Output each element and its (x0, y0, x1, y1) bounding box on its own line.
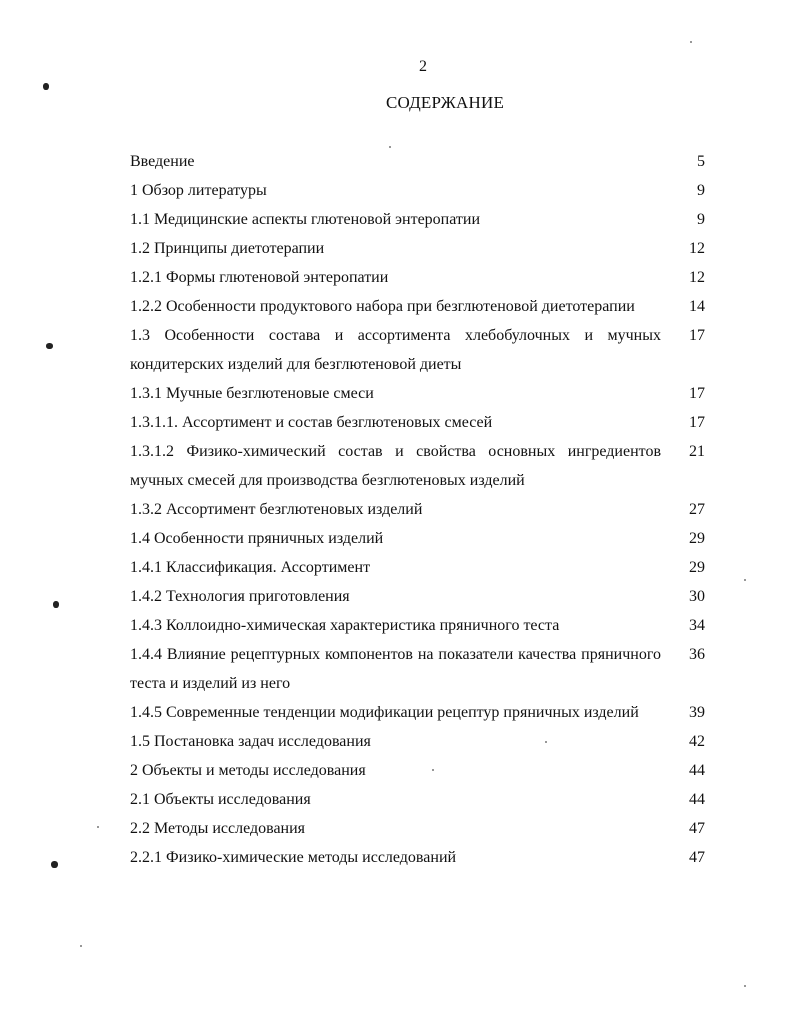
toc-entry (130, 524, 705, 553)
scan-dot (389, 146, 391, 148)
toc-entry-title: 1.5 Постановка задач исследования (130, 733, 371, 750)
toc-entry (130, 263, 705, 292)
toc-entry-title: Введение (130, 153, 195, 170)
scan-speck (43, 83, 49, 90)
page-number: 2 (419, 58, 427, 75)
toc-entry (130, 495, 705, 524)
toc-entry-title: 1.4 Особенности пряничных изделий (130, 530, 384, 547)
toc-entry-title: 2.2.1 Физико-химические методы исследований (130, 849, 457, 866)
toc-entry-title: 1.2.1 Формы глютеновой энтеропатии (130, 269, 389, 286)
toc-entry (130, 582, 705, 611)
toc-entry (130, 437, 705, 495)
toc-entry (130, 756, 705, 785)
toc-entry-title: 2.2 Методы исследования (130, 820, 306, 837)
toc-entry-title: 1.2 Принципы диетотерапии (130, 240, 325, 257)
scan-dot (744, 579, 746, 581)
toc-entry-page: 17 (689, 385, 705, 402)
toc-entry-title: 1.3 Особенности состава и ассортимента хлебобулочных и мучных кондитерских изделий для безглютеновой диеты (130, 327, 661, 373)
toc-entry-title: 1.3.1.1. Ассортимент и состав безглютеновых смесей (130, 414, 493, 431)
toc-entry-title: 1.4.1 Классификация. Ассортимент (130, 559, 371, 576)
toc-entry-page: 47 (689, 820, 705, 837)
toc-entry (130, 147, 705, 176)
toc-entry-page: 9 (697, 211, 705, 228)
scan-dot (97, 826, 99, 828)
toc-entry-title: 1.2.2 Особенности продуктового набора при безглютеновой диетотерапии (130, 298, 635, 315)
toc-entry-page: 5 (697, 153, 705, 170)
toc-entry-page: 9 (697, 182, 705, 199)
toc-entry (130, 292, 705, 321)
page-title: СОДЕРЖАНИЕ (385, 93, 505, 112)
scan-speck (51, 861, 58, 868)
toc-entry-page: 34 (689, 617, 705, 634)
toc-entry-page: 29 (689, 530, 705, 547)
toc-entry-title: 1.1 Медицинские аспекты глютеновой энтеропатии (130, 211, 481, 228)
toc-entry-title: 1 Обзор литературы (130, 182, 267, 199)
toc-entry-title: 1.4.3 Коллоидно-химическая характеристика пряничного теста (130, 617, 560, 634)
toc-entry-page: 36 (689, 646, 705, 663)
toc-entry-page: 42 (689, 733, 705, 750)
toc-entry-page: 44 (689, 762, 705, 779)
toc-entry (130, 321, 705, 379)
toc-entry (130, 814, 705, 843)
toc-entry (130, 408, 705, 437)
toc-entry-page: 47 (689, 849, 705, 866)
toc-entry-page: 12 (689, 269, 705, 286)
toc-entry (130, 234, 705, 263)
toc-entry (130, 553, 705, 582)
toc-entry (130, 611, 705, 640)
toc-entry-page: 17 (689, 327, 705, 344)
table-of-contents (130, 147, 705, 872)
scan-speck (53, 601, 59, 608)
scan-dot (690, 41, 692, 43)
toc-entry-page: 12 (689, 240, 705, 257)
toc-entry (130, 176, 705, 205)
toc-entry (130, 698, 705, 727)
toc-entry-title: 1.4.5 Современные тенденции модификации рецептур пряничных изделий (130, 704, 639, 721)
toc-entry-title: 1.4.4 Влияние рецептурных компонентов на показатели качества пряничного теста и изделий из него (130, 646, 661, 692)
scan-dot (80, 945, 82, 947)
toc-entry-title: 2.1 Объекты исследования (130, 791, 311, 808)
toc-entry-title: 1.4.2 Технология приготовления (130, 588, 350, 605)
toc-entry-page: 39 (689, 704, 705, 721)
toc-entry-page: 17 (689, 414, 705, 431)
toc-entry-title: 1.3.2 Ассортимент безглютеновых изделий (130, 501, 423, 518)
toc-entry-page: 29 (689, 559, 705, 576)
toc-entry (130, 205, 705, 234)
scan-speck (46, 343, 53, 349)
toc-entry-page: 27 (689, 501, 705, 518)
scan-dot (545, 741, 547, 743)
toc-entry-page: 44 (689, 791, 705, 808)
toc-entry (130, 727, 705, 756)
toc-entry-title: 1.3.1 Мучные безглютеновые смеси (130, 385, 374, 402)
toc-entry (130, 785, 705, 814)
toc-entry-title: 1.3.1.2 Физико-химический состав и свойства основных ингредиентов мучных смесей для производства безглютеновых изделий (130, 443, 661, 489)
scan-dot (432, 769, 434, 771)
toc-entry-page: 14 (689, 298, 705, 315)
scan-dot (744, 985, 746, 987)
toc-entry-page: 30 (689, 588, 705, 605)
toc-entry (130, 379, 705, 408)
toc-entry (130, 843, 705, 872)
toc-entry-title: 2 Объекты и методы исследования (130, 762, 366, 779)
toc-entry (130, 640, 705, 698)
toc-entry-page: 21 (689, 443, 705, 460)
